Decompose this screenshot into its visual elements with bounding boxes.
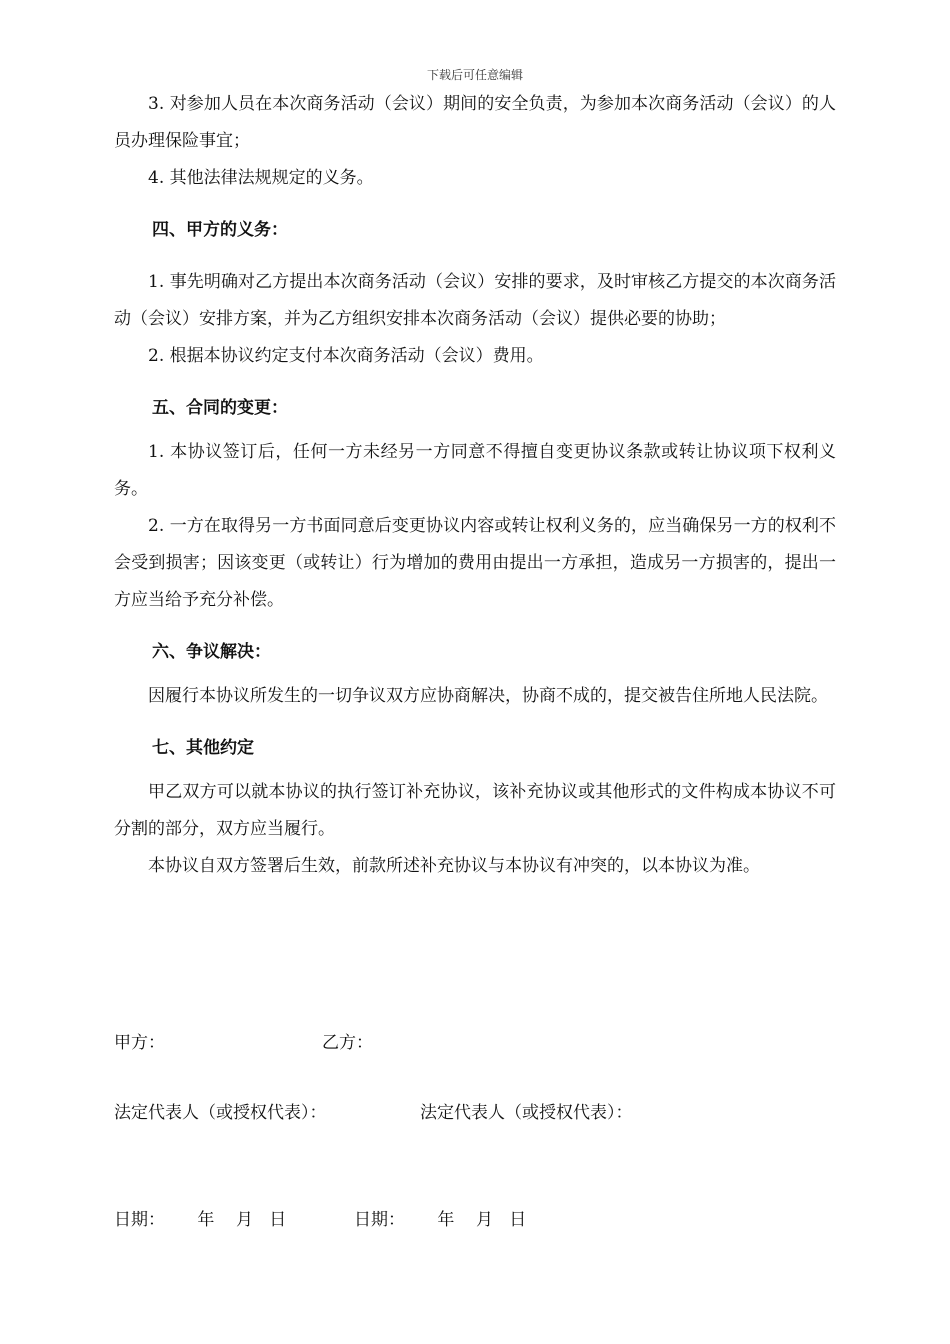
page-header: 下载后可任意编辑 [426,68,523,82]
document-body [114,86,836,885]
clause-a2: 2. 根据本协议约定支付本次商务活动（会议）费用。 [148,346,544,366]
date-b-label: 日期： 年 月 日 [354,1210,527,1230]
dispute-text: 因履行本协议所发生的一切争议双方应协商解决，协商不成的，提交被告住所地人民法院。 [148,686,828,706]
section-title-7: 七、其他约定 [152,738,254,758]
party-b-label: 乙方： [322,1033,373,1053]
section-title-6: 六、争议解决： [152,642,271,662]
rep-a-label: 法定代表人（或授权代表）： [114,1103,327,1123]
party-a-label: 甲方： [114,1033,165,1053]
clause-b1: 1. 本协议签订后，任何一方未经另一方同意不得擅自变更协议条款或转让协议项下权利义务。 [114,442,836,499]
clause-a1: 1. 事先明确对乙方提出本次商务活动（会议）安排的要求，及时审核乙方提交的本次商务活动（会议）安排方案，并为乙方组织安排本次商务活动（会议）提供必要的协助； [114,272,836,329]
clause-4: 4. 其他法律法规规定的义务。 [148,168,374,188]
clause-b2: 2. 一方在取得另一方书面同意后变更协议内容或转让权利义务的，应当确保另一方的权利不会受到损害；因该变更（或转让）行为增加的费用由提出一方承担，造成另一方损害的，提出一方应当给予充分补偿。 [114,516,836,610]
section-title-4: 四、甲方的义务： [152,220,288,240]
other-text-2: 本协议自双方签署后生效，前款所述补充协议与本协议有冲突的，以本协议为准。 [148,856,760,876]
other-text-1: 甲乙双方可以就本协议的执行签订补充协议，该补充协议或其他形式的文件构成本协议不可分割的部分，双方应当履行。 [114,782,836,839]
clause-3: 3. 对参加人员在本次商务活动（会议）期间的安全负责，为参加本次商务活动（会议）的人员办理保险事宜； [114,94,836,151]
section-title-5: 五、合同的变更： [152,398,288,418]
rep-b-label: 法定代表人（或授权代表）： [420,1103,633,1123]
date-a-label: 日期： 年 月 日 [114,1210,287,1230]
